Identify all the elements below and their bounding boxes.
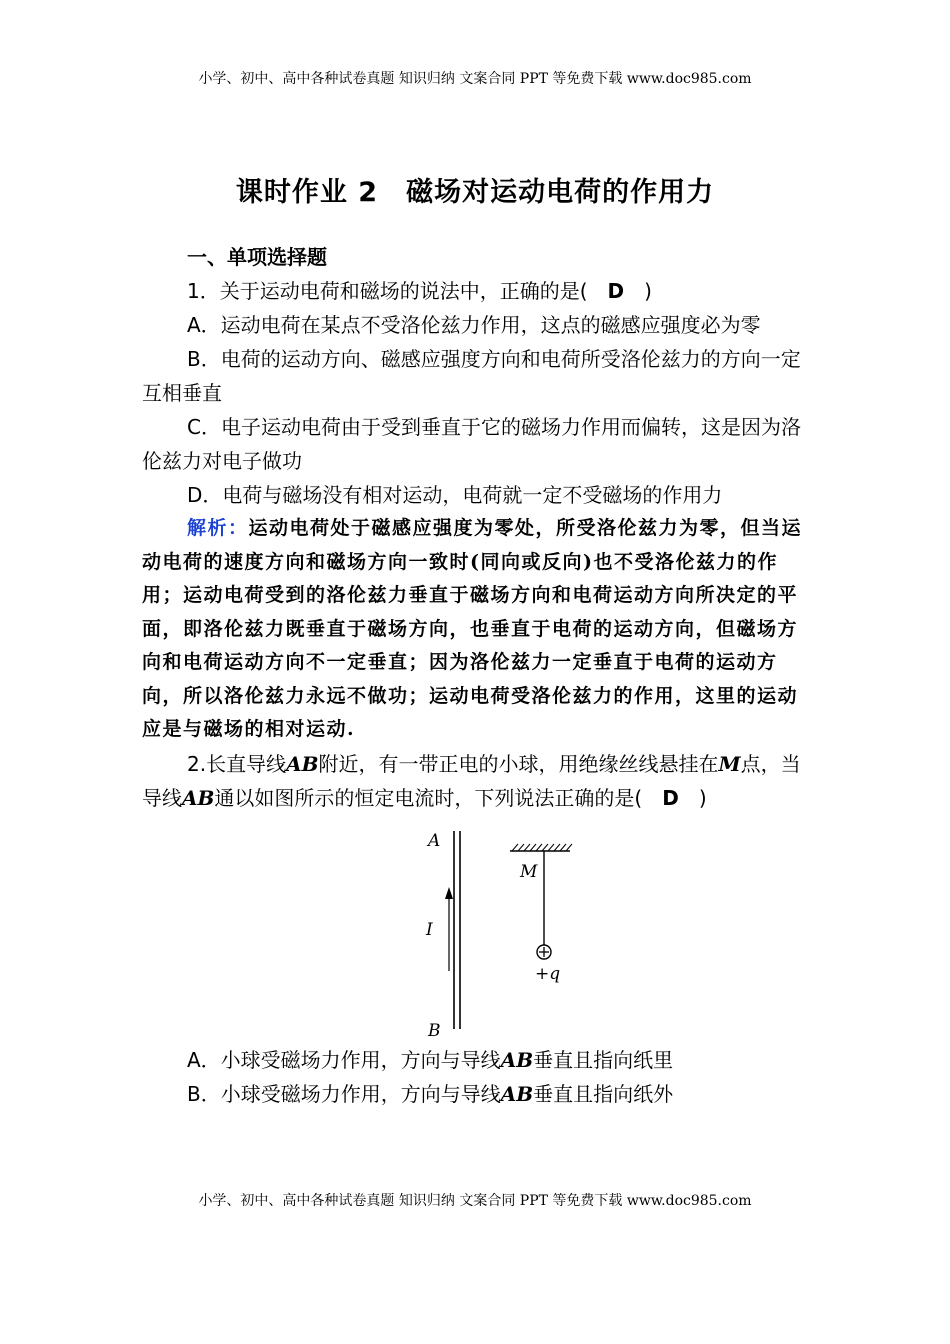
q2-opta-text-2: 垂直且指向纸里 xyxy=(533,1047,674,1072)
q2-answer: D xyxy=(662,785,679,810)
current-arrow-head xyxy=(445,887,453,899)
q2-optb-ab: AB xyxy=(500,1081,534,1106)
figure-svg xyxy=(404,829,604,1039)
analysis-text: 运动电荷处于磁感应强度为零处，所受洛伦兹力为零，但当运动电荷的速度方向和磁场方向一致时(同向或反向)也不受洛伦兹力的作用；运动电荷受到的洛伦兹力垂直于磁场方向和电荷运动方向所决定的平面，即洛伦兹力既垂直于磁场方向，也垂直于电荷的运动方向，但磁场方向和电荷运动方向不一定垂直；因为洛伦兹力一定垂直于电荷的运动方向，所以洛伦兹力永远不做功；运动电荷受洛伦兹力的作用，这里的运动应是与磁场的相对运动. xyxy=(142,517,803,740)
page-footer: 小学、初中、高中各种试卷真题 知识归纳 文案合同 PPT 等免费下载 www.doc985.com xyxy=(198,1193,752,1209)
q2-m: M xyxy=(718,751,741,776)
page-title: 课时作业 2 磁场对运动电荷的作用力 xyxy=(235,177,715,208)
q2-text-4: 通以如图所示的恒定电流时，下列说法正确的是( xyxy=(214,785,663,810)
q2-option-a xyxy=(142,1043,812,1077)
q2-optb-text-2: 垂直且指向纸外 xyxy=(533,1081,674,1106)
q1-option-d: D．电荷与磁场没有相对运动，电荷就一定不受磁场的作用力 xyxy=(187,483,723,507)
q2-ab-1: AB xyxy=(286,751,319,776)
q2-opta-ab: AB xyxy=(500,1047,534,1072)
q1-option-a: A．运动电荷在某点不受洛伦兹力作用，这点的磁感应强度必为零 xyxy=(187,313,761,337)
q2-opta-text-1: A．小球受磁场力作用，方向与导线 xyxy=(187,1047,501,1072)
q2-ab-2: AB xyxy=(182,785,215,810)
section-heading: 一、单项选择题 xyxy=(187,245,327,269)
q2-text-2: 附近，有一带正电的小球，用绝缘丝线悬挂在 xyxy=(318,751,719,776)
q2-text-3: 点，当导线 xyxy=(142,751,801,810)
q2-option-b xyxy=(142,1077,812,1111)
q1-option-b: B．电荷的运动方向、磁感应强度方向和电荷所受洛伦兹力的方向一定互相垂直 xyxy=(142,347,801,405)
page-header: 小学、初中、高中各种试卷真题 知识归纳 文案合同 PPT 等免费下载 www.doc985.com xyxy=(198,71,752,87)
document-body xyxy=(142,240,812,1111)
label-m: M xyxy=(520,861,538,882)
q1-stem-text: 1．关于运动电荷和磁场的说法中，正确的是( xyxy=(187,279,608,303)
label-b: B xyxy=(428,1020,441,1039)
q2-optb-text-1: B．小球受磁场力作用，方向与导线 xyxy=(187,1081,501,1106)
q2-text-5: ) xyxy=(678,785,707,810)
analysis-label: 解析： xyxy=(187,517,249,539)
q1-stem-end: ) xyxy=(624,279,652,303)
label-a: A xyxy=(428,830,441,851)
ceiling-hatch xyxy=(512,844,572,851)
label-current: I xyxy=(426,919,433,940)
q1-option-c: C．电子运动电荷由于受到垂直于它的磁场力作用而偏转，这是因为洛伦兹力对电子做功 xyxy=(142,415,801,473)
q1-analysis xyxy=(142,512,812,747)
question-1-stem xyxy=(142,274,812,308)
q2-text-1: 2.长直导线 xyxy=(187,751,287,776)
label-charge: +q xyxy=(535,963,561,984)
q1-answer: D xyxy=(607,279,625,303)
wire-pendulum-figure xyxy=(142,829,812,1043)
question-2-stem xyxy=(142,747,812,815)
